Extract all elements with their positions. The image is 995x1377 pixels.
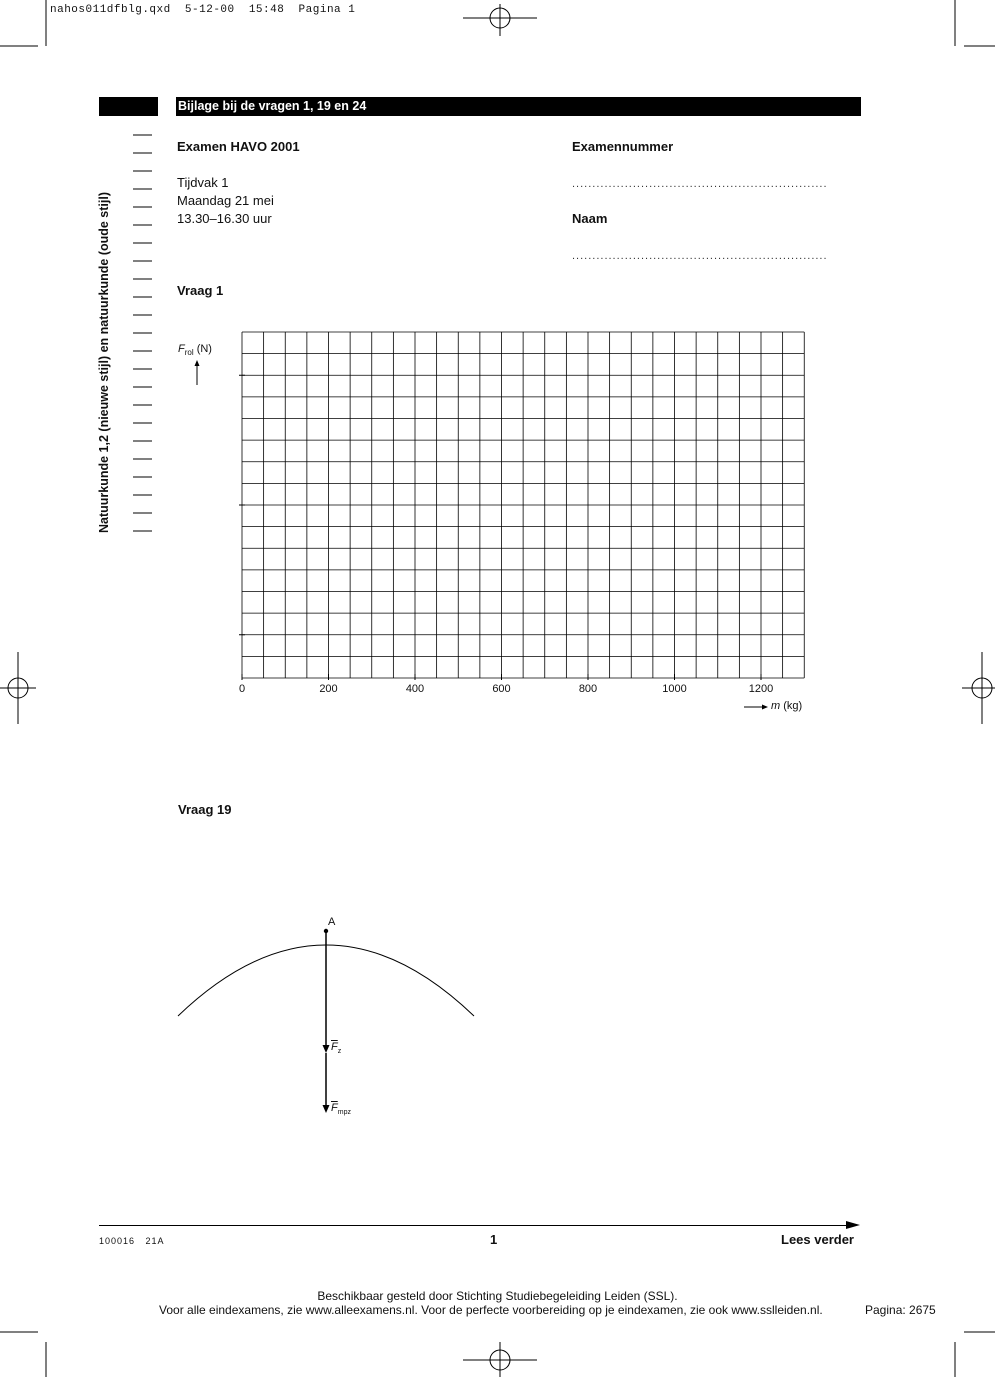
force-fz-sub: z [337,1048,342,1056]
vraag1-label: Vraag 1 [177,283,224,298]
x-tick-label: 0 [238,683,246,695]
x-axis-label [771,700,802,712]
exam-title: Examen HAVO 2001 [177,139,300,154]
title-bar: Bijlage bij de vragen 1, 19 en 24 [176,97,861,116]
x-tick-labels [0,683,995,697]
credit-line-1: Beschikbaar gesteld door Stichting Studiebegeleiding Leiden (SSL). [317,1289,678,1303]
force-fz-symbol: $\overline{F}$ [331,1041,338,1053]
footer-rule [99,1225,849,1226]
vraag19-label: Vraag 19 [178,802,232,817]
x-axis-symbol: m [771,700,781,712]
footer-arrow [846,1221,860,1229]
vraag19-diagram[interactable] [170,920,490,1125]
side-label: Natuurkunde 1,2 (nieuwe stijl) en natuurkunde (oude stijl) [97,191,111,533]
y-axis-unit: (N) [196,343,212,355]
x-tick-label: 800 [578,683,598,695]
x-tick-label: 1200 [748,683,774,695]
pagina-label: Pagina: 2675 [865,1303,936,1317]
naam-blank[interactable]: ............................................................... [572,250,828,262]
x-tick-label: 200 [319,683,338,695]
examnummer-label: Examennummer [572,139,674,154]
y-axis-label [178,343,212,357]
x-axis-unit: (kg) [783,700,803,712]
vraag1-grid[interactable] [236,328,811,688]
x-axis-arrow [744,702,770,712]
lees-verder: Lees verder [781,1232,854,1247]
force-fmpz-arrowhead [323,1105,330,1113]
force-fz-arrowhead [323,1045,330,1053]
credit-line-2[interactable]: Voor alle eindexamens, zie www.alleexamens.nl. Voor de perfecte voorbereiding op je eindexamen, zie ook www.sslleiden.nl. [159,1303,823,1317]
force-fz-label [331,1041,341,1055]
force-fmpz-label [331,1102,351,1116]
y-axis-sub: rol [184,348,194,358]
file-header: nahos011dfblg.qxd 5-12-00 15:48 Pagina 1 [50,4,356,16]
exam-date: Maandag 21 mei [177,193,274,208]
page-number: 1 [490,1232,498,1247]
black-tab [99,97,158,116]
x-tick-label: 1000 [662,683,687,695]
x-tick-label: 400 [405,683,425,695]
point-a-label: A [328,916,336,928]
examnummer-blank[interactable]: ............................................................... [572,178,828,190]
exam-time: 13.30–16.30 uur [177,211,272,226]
force-fmpz-sub: mpz [337,1109,351,1117]
force-fmpz-symbol: $\overline{F}$ [331,1102,338,1114]
exam-tijdvak: Tijdvak 1 [177,175,229,190]
side-dashes [130,130,160,550]
y-axis-symbol: F [178,343,185,355]
y-axis-arrow [192,360,202,386]
footer-code: 100016 21A [99,1236,165,1246]
x-tick-label: 600 [492,683,511,695]
naam-label: Naam [572,211,608,226]
